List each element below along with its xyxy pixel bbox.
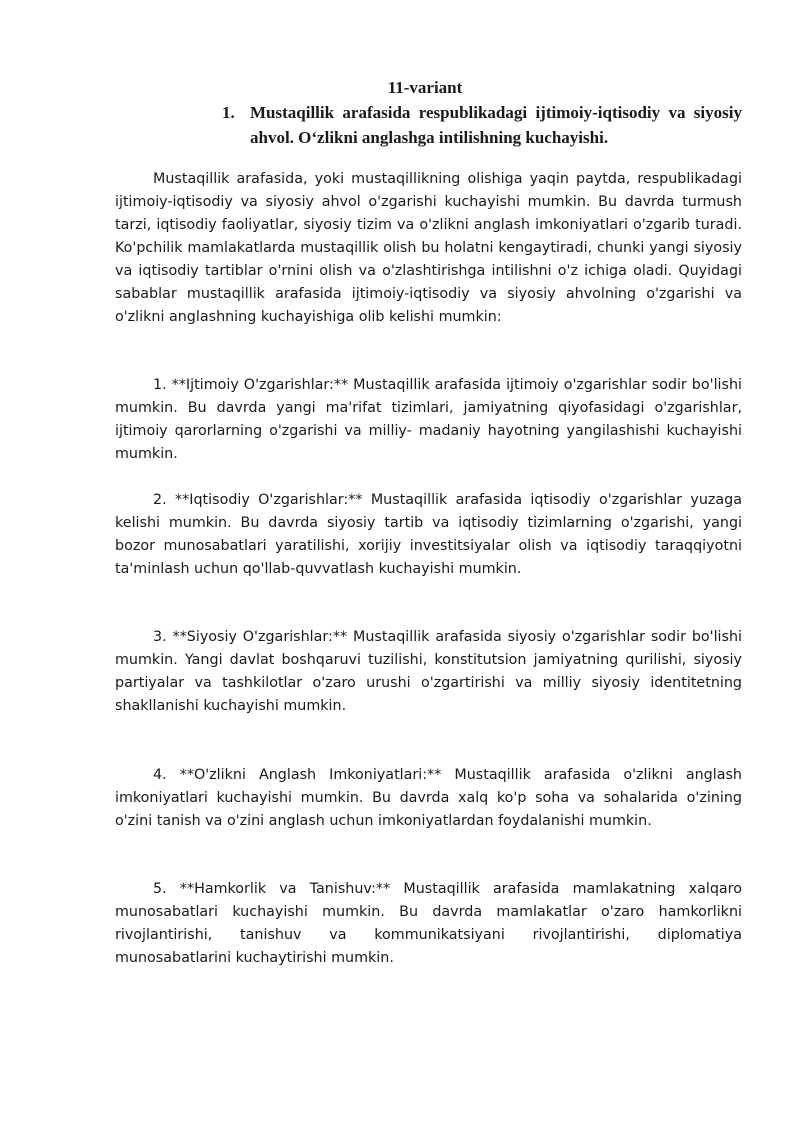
heading-number: 1.: [222, 103, 235, 122]
point-paragraph-economic: 2. **Iqtisodiy O'zgarishlar:** Mustaqillik arafasida iqtisodiy o'zgarishlar yuzaga kelishi mumkin. Bu davrda siyosiy tartib va iqtisodiy tizimlarning o'zgarishi, yangi bozor munosabatlari yaratilishi, xorijiy investitsiyalar olish va iqtisodiy taraqqiyotni ta'minlash uchun qo'llab-quvvatlash kuchayishi mumkin.: [115, 492, 742, 577]
point-paragraph-self-awareness: 4. **O'zlikni Anglash Imkoniyatlari:** Mustaqillik arafasida o'zlikni anglash imkoniyatlari kuchayishi mumkin. Bu davrda xalq ko'p soha va sohalarida o'zining o'zini tanish va o'zini anglash uchun imkoniyatlardan foydalanishi mumkin.: [115, 767, 742, 829]
point-paragraph-political: 3. **Siyosiy O'zgarishlar:** Mustaqillik arafasida siyosiy o'zgarishlar sodir bo'lishi mumkin. Yangi davlat boshqaruvi tuzilishi, konstitutsion jamiyatning qurilishi, siyosiy partiyalar va tashkilotlar o'zaro urushi o'zgartirishi va milliy siyosiy identitetning shakllanishi kuchayishi mumkin.: [115, 629, 742, 714]
section-heading: [222, 100, 742, 150]
heading-text: Mustaqillik arafasida respublikadagi ijtimoiy-iqtisodiy va siyosiy ahvol. O‘zlikni anglashga intilishning kuchayishi.: [250, 103, 742, 147]
variant-title: 11-variant: [387, 78, 463, 97]
point-paragraph-social: 1. **Ijtimoiy O'zgarishlar:** Mustaqillik arafasida ijtimoiy o'zgarishlar sodir bo'lishi mumkin. Bu davrda yangi ma'rifat tizimlari, jamiyatning qiyofasidagi o'zgarishlar, ijtimoiy qarorlarning o'zgarishi va milliy- madaniy hayotning yangilashishi kuchayishi mumkin.: [115, 377, 742, 462]
intro-paragraph: Mustaqillik arafasida, yoki mustaqillikning olishiga yaqin paytda, respublikadagi ijtimoiy-iqtisodiy va siyosiy ahvol o'zgarishi kuchayishi mumkin. Bu davrda turmush tarzi, iqtisodiy faoliyatlar, siyosiy tizim va o'zlikni anglash imkoniyatlari o'zgarib turadi. Ko'pchilik mamlakatlarda mustaqillik olish bu holatni kengaytiradi, chunki yangi siyosiy va iqtisodiy tartiblar o'rnini olish va o'zlashtirishga intilishni o'z ichiga oladi. Quyidagi sabablar mustaqillik arafasida ijtimoiy-iqtisodiy va siyosiy ahvolning o'zgarishi va o'zlikni anglashning kuchayishiga olib kelishi mumkin:: [115, 171, 742, 325]
point-paragraph-cooperation: 5. **Hamkorlik va Tanishuv:** Mustaqillik arafasida mamlakatning xalqaro munosabatlari kuchayishi mumkin. Bu davrda mamlakatlar o'zaro hamkorlikni rivojlantirishi, tanishuv va kommunikatsiyani rivojlantirishi, diplomatiya munosabatlarini kuchaytirishi mumkin.: [115, 881, 742, 966]
